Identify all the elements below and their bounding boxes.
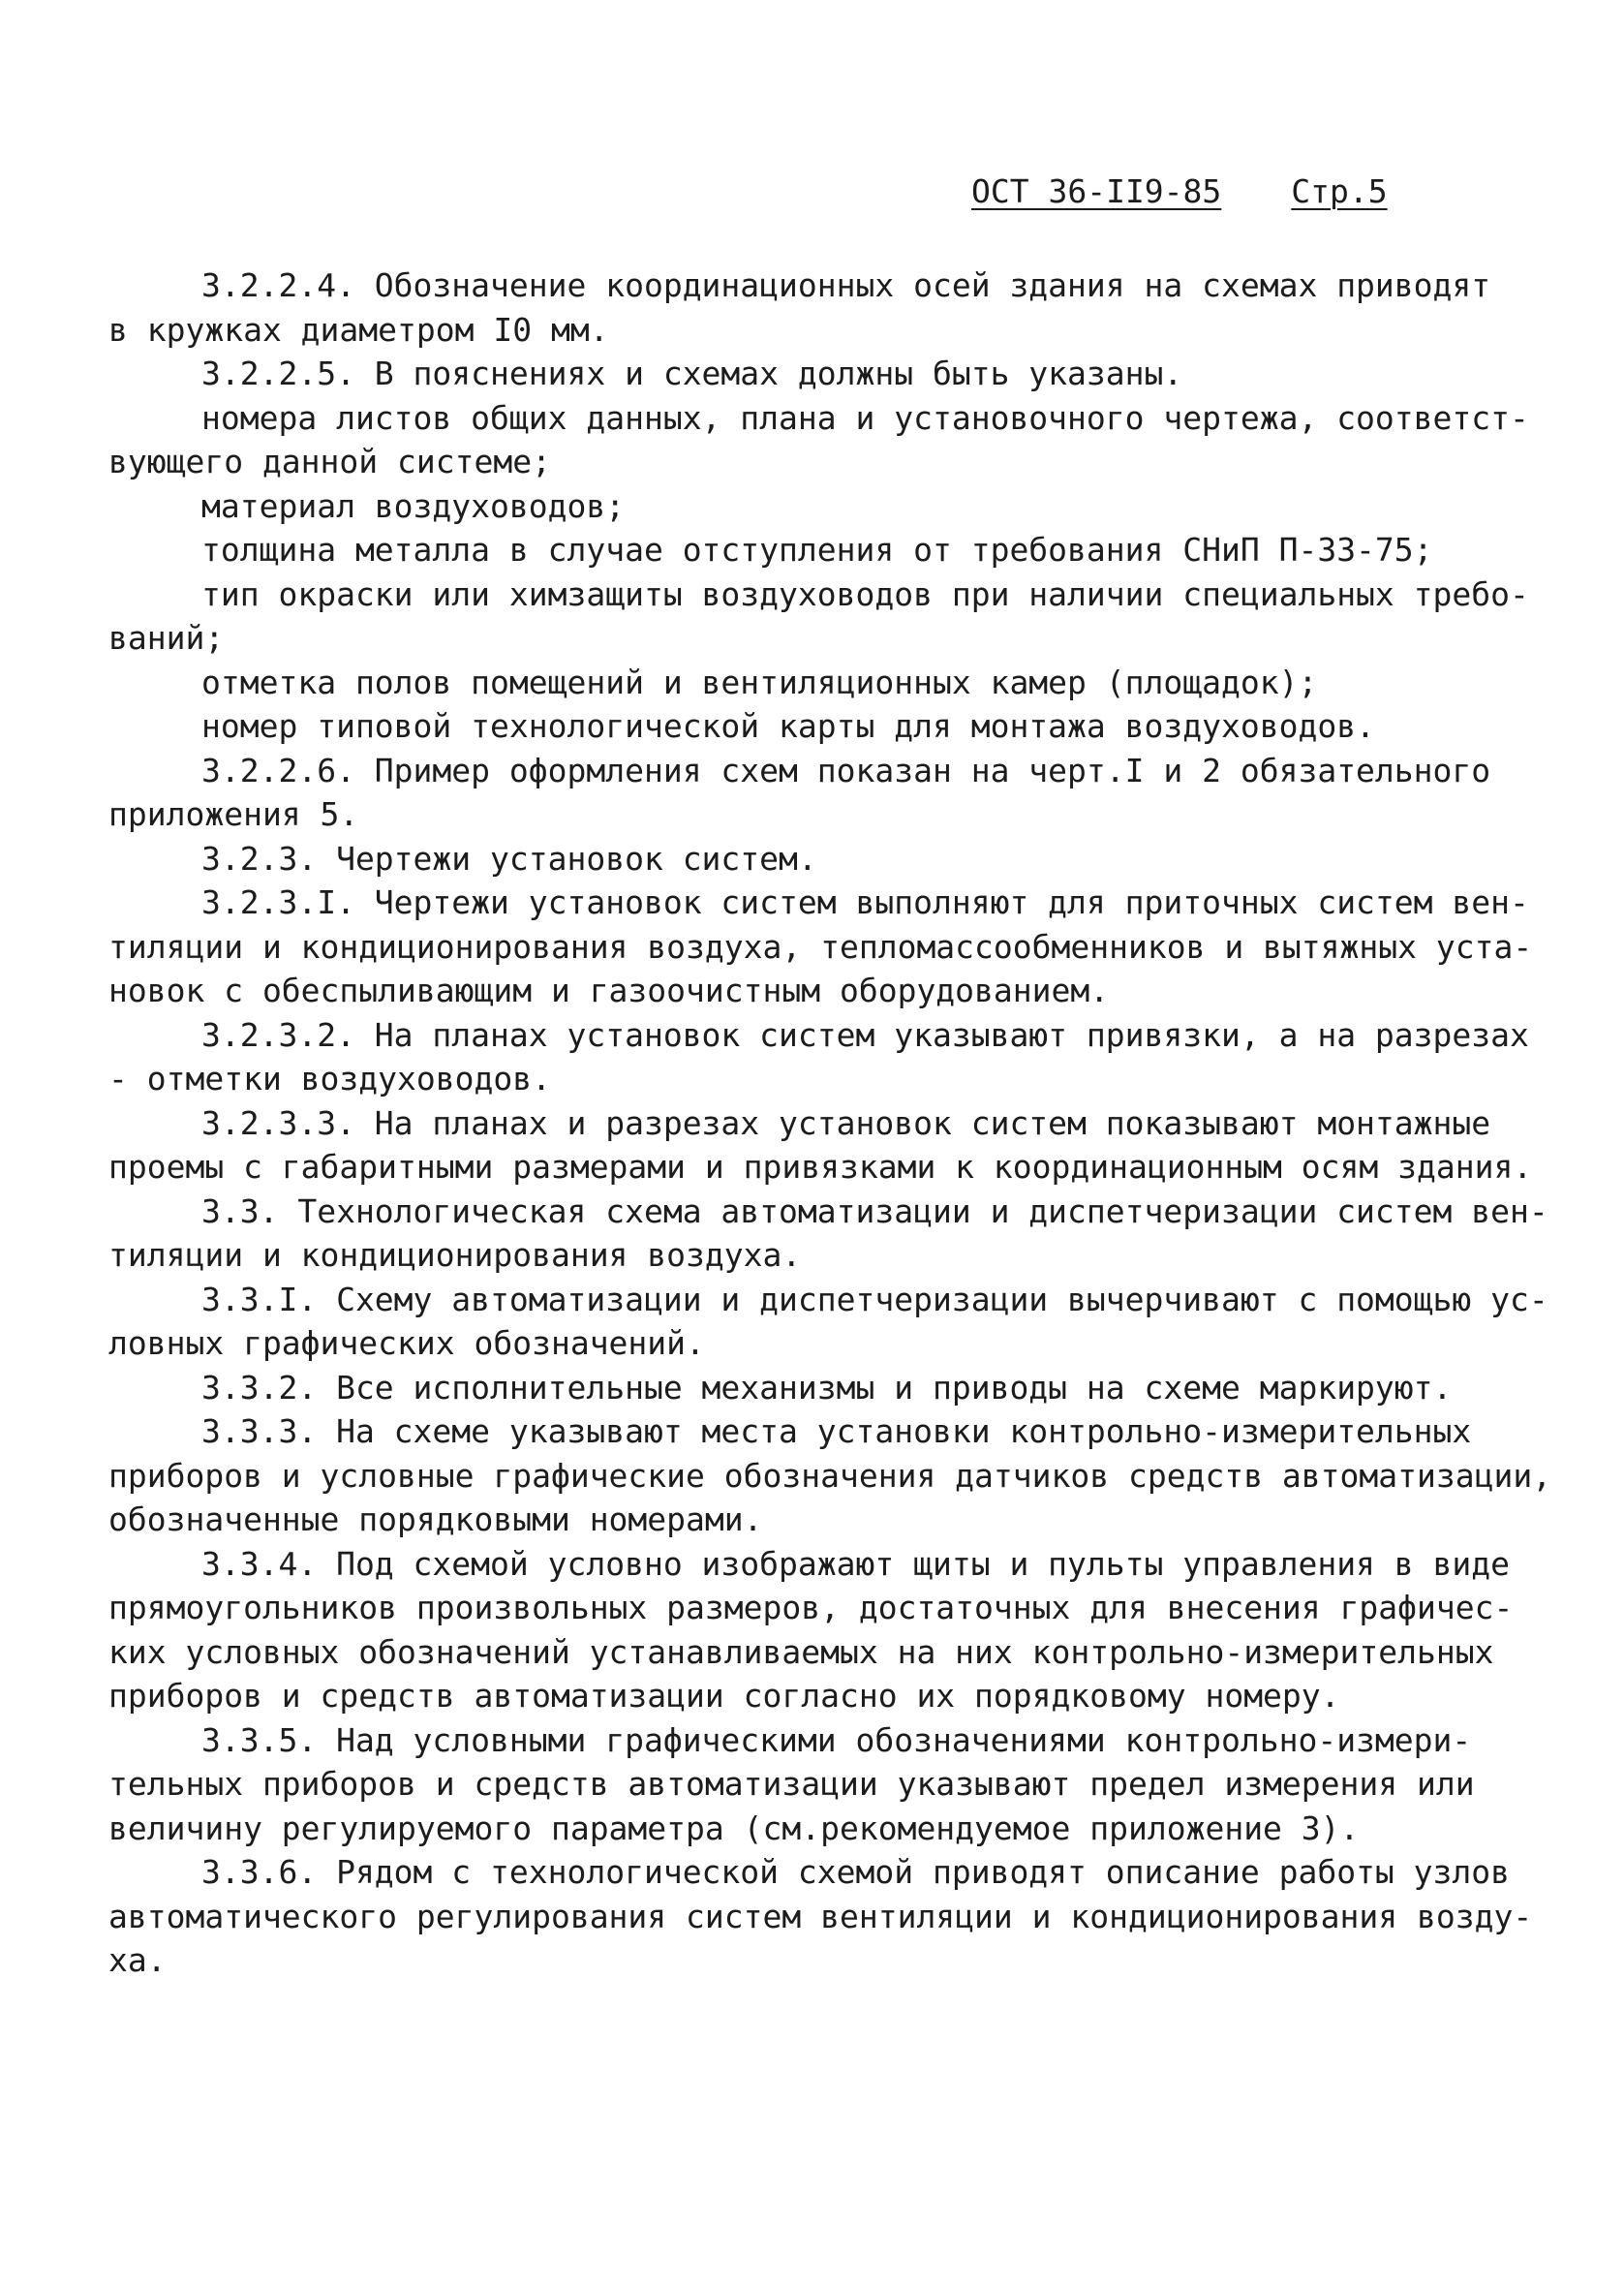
text-line: в кружках диаметром I0 мм. (108, 310, 609, 349)
text-line: отметка полов помещений и вентиляционных камер (площадок); (201, 663, 1318, 701)
text-line: номера листов общих данных, плана и установочного чертежа, соответст- (201, 398, 1529, 437)
text-line: приборов и средств автоматизации согласно их порядковому номеру. (108, 1677, 1340, 1715)
text-line: 3.2.3.3. На планах и разрезах установок систем показывают монтажные (201, 1103, 1491, 1142)
text-line: ваний; (108, 619, 225, 657)
text-line: 3.3.5. Над условными графическими обозначениями контрольно-измери- (201, 1720, 1472, 1759)
text-line: вующего данной системе; (108, 443, 551, 480)
text-line: 3.2.2.5. В пояснениях и схемах должны быть указаны. (201, 355, 1183, 392)
text-line: 3.2.3. Чертежи установок систем. (201, 839, 817, 878)
page-number: Стр.5 (1291, 172, 1388, 210)
text-line: приложения 5. (108, 795, 359, 833)
text-line: ловных графических обозначений. (108, 1324, 705, 1362)
text-line: тиляции и кондиционирования воздуха. (108, 1236, 802, 1274)
text-line: 3.2.3.I. Чертежи установок систем выполняют для приточных систем вен- (201, 883, 1529, 921)
text-line: 3.2.2.6. Пример оформления схем показан на черт.I и 2 обязательного (201, 751, 1491, 789)
document-body (108, 263, 1552, 1983)
text-line: тиляции и кондиционирования воздуха, тепломассообменников и вытяжных уста- (108, 927, 1533, 966)
text-line: материал воздуховодов; (201, 486, 626, 525)
text-line: 3.2.3.2. На планах установок систем указывают привязки, а на разрезах (201, 1015, 1529, 1054)
text-line: - отметки воздуховодов. (108, 1060, 551, 1098)
text-line: 3.3.3. На схеме указывают места установки контрольно-измерительных (201, 1412, 1472, 1450)
text-line: прямоугольников произвольных размеров, достаточных для внесения графичес- (108, 1589, 1514, 1626)
text-line: толщина металла в случае отступления от требования СНиП П-33-75; (201, 531, 1433, 569)
text-line: номер типовой технологической карты для монтажа воздуховодов. (201, 707, 1375, 745)
text-line: обозначенные порядковыми номерами. (108, 1500, 763, 1538)
text-line: приборов и условные графические обозначения датчиков средств автоматизации, (108, 1456, 1552, 1495)
text-line: ха. (108, 1941, 167, 1979)
text-line: 3.2.2.4. Обозначение координационных осей здания на схемах приводят (201, 266, 1491, 304)
text-line: 3.3. Технологическая схема автоматизации и диспетчеризации систем вен- (201, 1191, 1548, 1230)
text-line: тельных приборов и средств автоматизации указывают предел измерения или (108, 1765, 1475, 1803)
text-line: 3.3.4. Под схемой условно изображают щиты и пульты управления в виде (201, 1544, 1511, 1583)
text-line: проемы с габаритными размерами и привязками к координационным осям здания. (108, 1148, 1533, 1186)
text-line: величину регулируемого параметра (см.рекомендуемое приложение 3). (108, 1809, 1360, 1847)
page-header (971, 172, 1388, 210)
text-line: автоматического регулирования систем вентиляции и кондиционирования возду- (108, 1897, 1533, 1935)
text-line: ких условных обозначений устанавливаемых на них контрольно-измерительных (108, 1632, 1494, 1671)
text-line: тип окраски или химзащиты воздуховодов при наличии специальных требо- (201, 574, 1529, 613)
document-code: ОСТ 36-II9-85 (971, 172, 1222, 210)
text-line: новок с обеспыливающим и газоочистным оборудованием. (108, 972, 1110, 1009)
text-line: 3.3.I. Схему автоматизации и диспетчеризации вычерчивают с помощью ус- (201, 1280, 1548, 1318)
text-line: 3.3.6. Рядом с технологической схемой приводят описание работы узлов (201, 1853, 1511, 1891)
text-line: 3.3.2. Все исполнительные механизмы и приводы на схеме маркируют. (201, 1368, 1453, 1407)
